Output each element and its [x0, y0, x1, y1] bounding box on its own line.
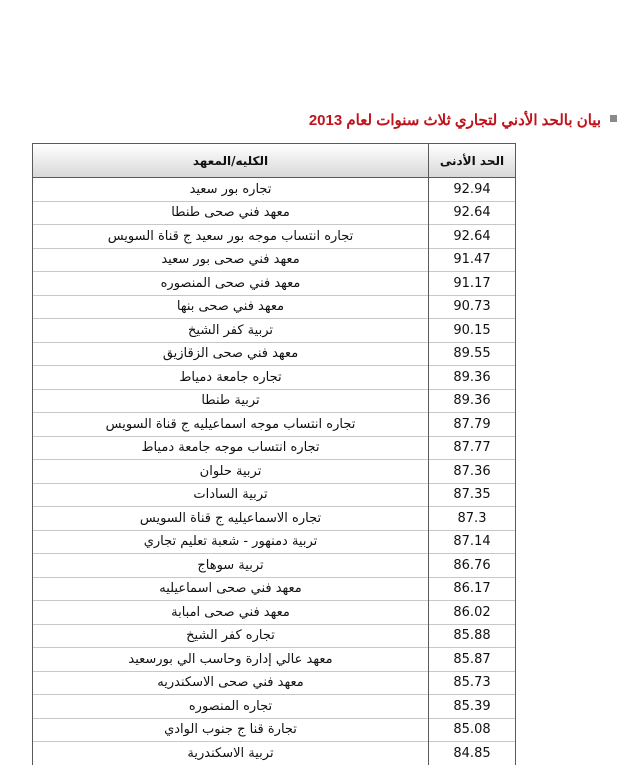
cell-college: تجاره كفر الشيخ	[33, 624, 429, 648]
cell-min-score: 84.85	[429, 742, 516, 765]
cell-college: تجارة قنا ج جنوب الوادي	[33, 718, 429, 742]
cell-college: تربية كفر الشيخ	[33, 319, 429, 343]
cell-college: معهد فني صحى بور سعيد	[33, 248, 429, 272]
table-row	[33, 695, 515, 719]
cell-min-score: 91.17	[429, 272, 516, 296]
cell-min-score: 87.79	[429, 413, 516, 437]
table-row	[33, 272, 515, 296]
cell-min-score: 89.36	[429, 366, 516, 390]
cell-min-score: 92.64	[429, 225, 516, 249]
cell-min-score: 87.36	[429, 460, 516, 484]
table-row	[33, 671, 515, 695]
table-row	[33, 319, 515, 343]
cell-college: تجاره المنصوره	[33, 695, 429, 719]
cell-college: تجاره بور سعيد	[189, 181, 272, 197]
cell-college: معهد عالي إدارة وحاسب الي بورسعيد	[33, 648, 429, 672]
table-row	[33, 742, 515, 765]
table-row	[33, 225, 515, 249]
cell-college: تربية طنطا	[33, 389, 429, 413]
cell-college: معهد فني صحى المنصوره	[33, 272, 429, 296]
cell-min-score: 87.14	[429, 530, 516, 554]
cell-min-score: 89.55	[429, 342, 516, 366]
table-header-row	[33, 144, 515, 178]
cell-college: معهد فني صحى طنطا	[33, 201, 429, 225]
header-min-score: الحد الأدنى	[429, 144, 516, 178]
cell-min-score: 87.35	[429, 483, 516, 507]
table-row	[33, 601, 515, 625]
table-row	[33, 389, 515, 413]
cell-college: تربية السادات	[33, 483, 429, 507]
table-row	[33, 436, 515, 460]
cell-college: تربية سوهاج	[33, 554, 429, 578]
cell-college: معهد فني صحى اسماعيليه	[33, 577, 429, 601]
table-row	[33, 624, 515, 648]
cell-college: تربية دمنهور - شعبة تعليم تجاري	[33, 530, 429, 554]
table-row	[33, 577, 515, 601]
table-row	[33, 507, 515, 531]
cell-college: تربية حلوان	[33, 460, 429, 484]
table-row	[33, 413, 515, 437]
heading-text: بيان بالحد الأدني لتجاري ثلاث سنوات لعام 2013	[308, 112, 601, 129]
cell-min-score: 89.36	[429, 389, 516, 413]
cell-min-score: 92.64	[429, 201, 516, 225]
cell-college: تجاره الاسماعيليه ج قناة السويس	[33, 507, 429, 531]
table-row	[33, 530, 515, 554]
cell-college: تربية الاسكندرية	[33, 742, 429, 765]
header-college: الكليه/المعهد	[33, 144, 429, 178]
cell-college: تجاره انتساب موجه اسماعيليه ج قناة السويس	[33, 413, 429, 437]
cell-college: معهد فني صحى الاسكندريه	[33, 671, 429, 695]
cell-min-score: 85.08	[429, 718, 516, 742]
table-row	[33, 483, 515, 507]
cell-college: معهد فني صحى امبابة	[33, 601, 429, 625]
cell-min-score: 85.39	[429, 695, 516, 719]
cell-min-score: 91.47	[429, 248, 516, 272]
cell-college: تجاره انتساب موجه بور سعيد ج قناة السويس	[33, 225, 429, 249]
cell-min-score: 86.76	[429, 554, 516, 578]
table-row	[33, 295, 515, 319]
cell-min-score: 85.88	[429, 624, 516, 648]
cell-min-score: 85.87	[429, 648, 516, 672]
table-row	[33, 554, 515, 578]
table-row	[33, 201, 515, 225]
table-row	[33, 248, 515, 272]
table-row	[33, 178, 515, 202]
square-bullet-icon	[610, 115, 617, 122]
cell-college: معهد فني صحى بنها	[33, 295, 429, 319]
cell-college: تجاره انتساب موجه جامعة دمياط	[33, 436, 429, 460]
table-row	[33, 342, 515, 366]
cell-min-score: 90.15	[429, 319, 516, 343]
table-row	[33, 648, 515, 672]
cell-min-score: 85.73	[429, 671, 516, 695]
min-scores-table	[32, 143, 516, 765]
cell-min-score: 86.02	[429, 601, 516, 625]
cell-college: معهد فني صحى الزقازيق	[33, 342, 429, 366]
table-body	[33, 178, 515, 765]
cell-min-score: 86.17	[429, 577, 516, 601]
cell-min-score: 87.3	[429, 507, 516, 531]
table-row	[33, 460, 515, 484]
cell-min-score: 87.77	[429, 436, 516, 460]
table-row	[33, 366, 515, 390]
cell-college: تجاره جامعة دمياط	[33, 366, 429, 390]
page-heading	[309, 111, 617, 129]
cell-min-score: 92.94	[429, 178, 516, 202]
cell-min-score: 90.73	[429, 295, 516, 319]
